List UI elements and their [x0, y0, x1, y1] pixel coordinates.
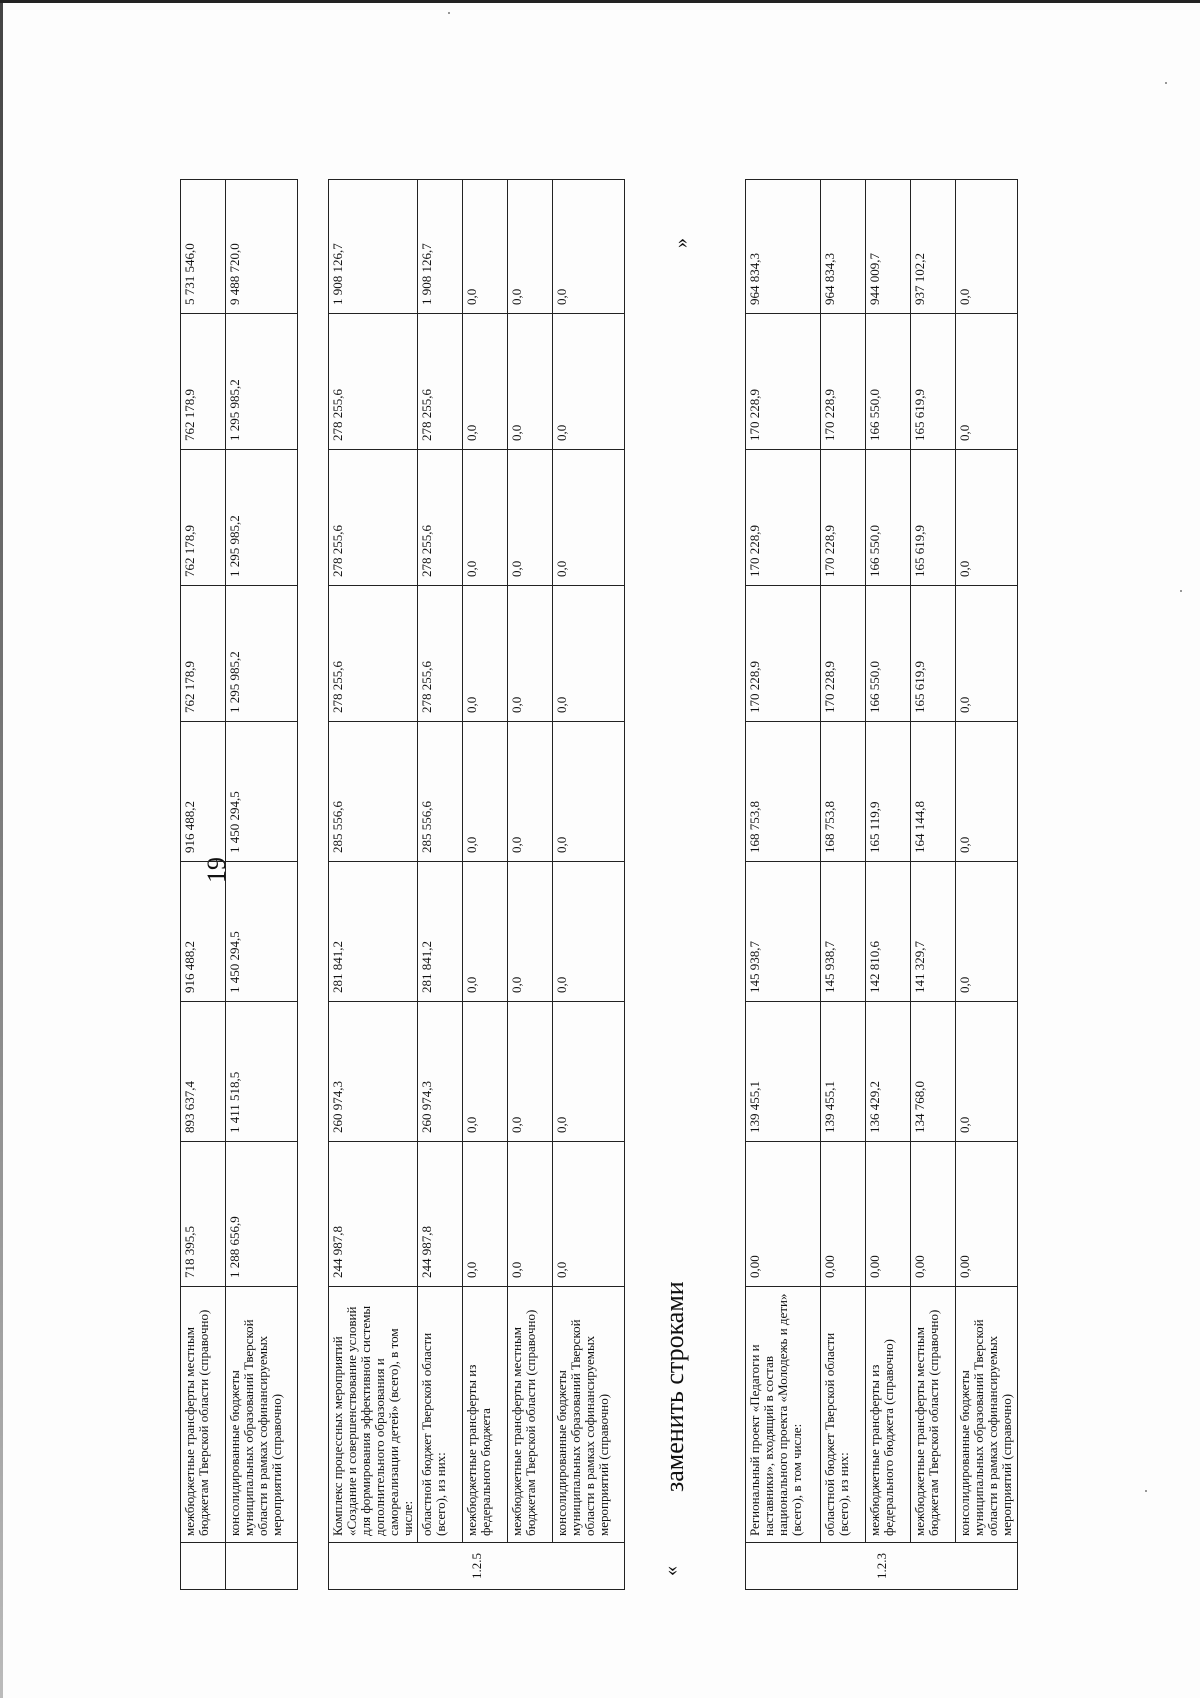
value-cell: 166 550,0 [866, 586, 911, 722]
value-cell: 0,0 [956, 586, 1018, 722]
value-cell: 139 455,1 [746, 1002, 821, 1142]
value-cell: 170 228,9 [746, 314, 821, 450]
row-label: межбюджетные трансферты местным бюджетам Тверской области (справочно) [181, 1287, 226, 1543]
value-cell: 718 395,5 [181, 1142, 226, 1287]
table-row [956, 180, 1018, 1590]
table-row [418, 180, 463, 1590]
value-cell: 0,0 [463, 862, 508, 1002]
scan-speck [1180, 590, 1182, 592]
row-label: консолидированные бюджеты муниципальных образований Тверской области в рамках софинансируемых мероприятий (справочно) [226, 1287, 298, 1543]
value-cell: 281 841,2 [329, 862, 418, 1002]
opening-quote: « [660, 1566, 682, 1576]
value-cell: 0,0 [956, 722, 1018, 862]
value-cell: 278 255,6 [329, 450, 418, 586]
row-label: межбюджетные трансферты из федерального бюджета (справочно) [866, 1287, 911, 1543]
value-cell: 164 144,8 [911, 722, 956, 862]
value-cell: 0,00 [911, 1142, 956, 1287]
value-cell: 1 295 985,2 [226, 450, 298, 586]
value-cell: 762 178,9 [181, 586, 226, 722]
value-cell: 142 810,6 [866, 862, 911, 1002]
value-cell: 260 974,3 [329, 1002, 418, 1142]
row-label: Региональный проект «Педагоги и наставники», входящий в состав национального проекта «Молодежь и дети» (всего), в том числе: [746, 1287, 821, 1543]
page-number: 19 [202, 857, 231, 883]
value-cell: 278 255,6 [329, 586, 418, 722]
value-cell: 0,0 [553, 862, 625, 1002]
value-cell: 0,0 [956, 1002, 1018, 1142]
value-cell: 0,00 [746, 1142, 821, 1287]
row-label: межбюджетные трансферты местным бюджетам Тверской области (справочно) [508, 1287, 553, 1543]
scan-speck [448, 12, 450, 14]
value-cell: 141 329,7 [911, 862, 956, 1002]
value-cell: 285 556,6 [418, 722, 463, 862]
value-cell: 0,0 [553, 586, 625, 722]
value-cell: 145 938,7 [821, 862, 866, 1002]
table-row [329, 180, 418, 1590]
value-cell: 0,0 [553, 722, 625, 862]
row-label: областной бюджет Тверской области (всего), из них: [418, 1287, 463, 1543]
value-cell: 0,0 [956, 862, 1018, 1002]
value-cell: 0,0 [553, 450, 625, 586]
value-cell: 0,0 [463, 450, 508, 586]
value-cell: 165 119,9 [866, 722, 911, 862]
value-cell: 762 178,9 [181, 314, 226, 450]
value-cell: 916 488,2 [181, 862, 226, 1002]
budget-table-item-1-2-5 [328, 179, 625, 1590]
item-code: 1.2.5 [329, 1543, 625, 1590]
value-cell: 964 834,3 [821, 180, 866, 314]
value-cell: 244 987,8 [329, 1142, 418, 1287]
row-code-cell [181, 1543, 226, 1590]
value-cell: 0,0 [463, 180, 508, 314]
value-cell: 0,0 [553, 1142, 625, 1287]
row-code-cell [226, 1543, 298, 1590]
value-cell: 285 556,6 [329, 722, 418, 862]
value-cell: 166 550,0 [866, 450, 911, 586]
value-cell: 0,0 [463, 722, 508, 862]
table-row [181, 180, 226, 1590]
value-cell: 165 619,9 [911, 450, 956, 586]
value-cell: 9 488 720,0 [226, 180, 298, 314]
value-cell: 170 228,9 [821, 450, 866, 586]
scan-edge-left [0, 3, 3, 1698]
budget-table-continuation [180, 179, 298, 1590]
value-cell: 168 753,8 [821, 722, 866, 862]
value-cell: 0,0 [508, 1142, 553, 1287]
value-cell: 0,0 [508, 722, 553, 862]
value-cell: 134 768,0 [911, 1002, 956, 1142]
value-cell: 168 753,8 [746, 722, 821, 862]
value-cell: 5 731 546,0 [181, 180, 226, 314]
table-row [746, 180, 821, 1590]
value-cell: 136 429,2 [866, 1002, 911, 1142]
row-label: межбюджетные трансферты местным бюджетам Тверской области (справочно) [911, 1287, 956, 1543]
value-cell: 0,0 [463, 1142, 508, 1287]
row-label: консолидированные бюджеты муниципальных образований Тверской области в рамках софинансируемых мероприятий (справочно) [956, 1287, 1018, 1543]
item-code: 1.2.3 [746, 1543, 1018, 1590]
value-cell: 0,0 [508, 314, 553, 450]
table-row [821, 180, 866, 1590]
replace-instruction [660, 976, 690, 1576]
value-cell: 170 228,9 [821, 586, 866, 722]
value-cell: 165 619,9 [911, 586, 956, 722]
value-cell: 0,0 [508, 586, 553, 722]
value-cell: 1 450 294,5 [226, 722, 298, 862]
value-cell: 762 178,9 [181, 450, 226, 586]
value-cell: 170 228,9 [746, 450, 821, 586]
row-label: консолидированные бюджеты муниципальных образований Тверской области в рамках софинансируемых мероприятий (справочно) [553, 1287, 625, 1543]
value-cell: 0,0 [553, 314, 625, 450]
value-cell: 1 908 126,7 [329, 180, 418, 314]
value-cell: 0,0 [508, 1002, 553, 1142]
value-cell: 0,0 [553, 180, 625, 314]
value-cell: 916 488,2 [181, 722, 226, 862]
value-cell: 278 255,6 [418, 586, 463, 722]
budget-table-item-1-2-3 [745, 179, 1018, 1590]
value-cell: 1 288 656,9 [226, 1142, 298, 1287]
value-cell: 139 455,1 [821, 1002, 866, 1142]
scan-speck [1165, 82, 1167, 84]
value-cell: 165 619,9 [911, 314, 956, 450]
value-cell: 281 841,2 [418, 862, 463, 1002]
scan-speck [1145, 1490, 1147, 1492]
value-cell: 0,0 [956, 180, 1018, 314]
row-label: областной бюджет Тверской области (всего), из них: [821, 1287, 866, 1543]
value-cell: 0,0 [553, 1002, 625, 1142]
value-cell: 170 228,9 [821, 314, 866, 450]
value-cell: 260 974,3 [418, 1002, 463, 1142]
value-cell: 1 450 294,5 [226, 862, 298, 1002]
rotated-page [160, 150, 1030, 1590]
value-cell: 0,00 [956, 1142, 1018, 1287]
table-row [226, 180, 298, 1590]
value-cell: 278 255,6 [329, 314, 418, 450]
closing-quote: » [670, 238, 692, 248]
value-cell: 0,0 [508, 450, 553, 586]
value-cell: 0,0 [508, 180, 553, 314]
value-cell: 0,0 [956, 314, 1018, 450]
value-cell: 278 255,6 [418, 450, 463, 586]
value-cell: 244 987,8 [418, 1142, 463, 1287]
table-row [553, 180, 625, 1590]
value-cell: 893 637,4 [181, 1002, 226, 1142]
value-cell: 166 550,0 [866, 314, 911, 450]
value-cell: 1 295 985,2 [226, 586, 298, 722]
table-row [463, 180, 508, 1590]
table-row [911, 180, 956, 1590]
value-cell: 0,0 [463, 586, 508, 722]
scan-edge-top [0, 0, 1200, 3]
value-cell: 145 938,7 [746, 862, 821, 1002]
value-cell: 0,0 [508, 862, 553, 1002]
value-cell: 944 009,7 [866, 180, 911, 314]
value-cell: 1 411 518,5 [226, 1002, 298, 1142]
value-cell: 170 228,9 [746, 586, 821, 722]
value-cell: 0,00 [866, 1142, 911, 1287]
value-cell: 0,0 [463, 1002, 508, 1142]
table-row [866, 180, 911, 1590]
value-cell: 0,00 [821, 1142, 866, 1287]
value-cell: 278 255,6 [418, 314, 463, 450]
row-label: Комплекс процессных мероприятий «Создание и совершенствование условий для формирования эффективной системы дополнительного образования и самореализации детей» (всего), в том числе: [329, 1287, 418, 1543]
value-cell: 937 102,2 [911, 180, 956, 314]
value-cell: 0,0 [956, 450, 1018, 586]
replace-text: заменить строками [660, 1281, 689, 1492]
value-cell: 1 908 126,7 [418, 180, 463, 314]
value-cell: 1 295 985,2 [226, 314, 298, 450]
table-row [508, 180, 553, 1590]
value-cell: 0,0 [463, 314, 508, 450]
row-label: межбюджетные трансферты из федерального бюджета [463, 1287, 508, 1543]
value-cell: 964 834,3 [746, 180, 821, 314]
